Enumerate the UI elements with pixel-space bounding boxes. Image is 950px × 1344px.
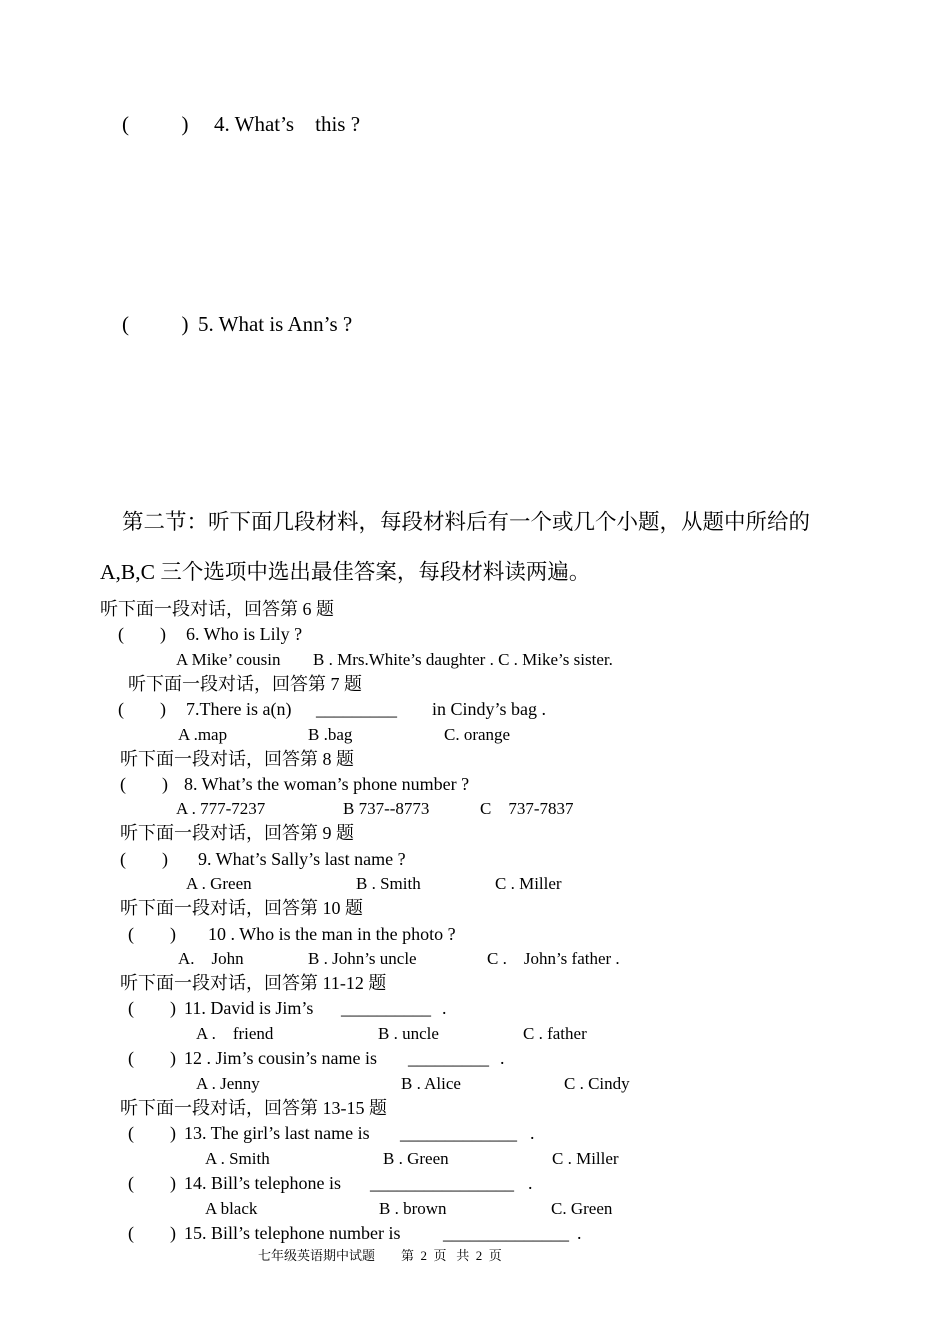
prompt-13-15: 听下面一段对话，回答第 13-15 题 [120,1098,387,1118]
q14-option-b: B . brown [379,1199,447,1218]
q13-option-a: A . Smith [205,1149,270,1168]
prompt-8: 听下面一段对话，回答第 8 题 [120,749,354,769]
q7-option-c: C. orange [444,725,511,744]
q4-question: 4. What’s this ? [214,112,361,136]
q13-option-c: C . Miller [552,1149,619,1168]
q13-option-b: B . Green [383,1149,449,1168]
q7-answer-blank: _________ [316,699,397,719]
q12-answer-blank: _________ [408,1048,489,1068]
q11-option-b: B . uncle [378,1024,439,1043]
q12-option-c: C . Cindy [564,1074,630,1093]
q15-answer-paren: ( ) [128,1223,176,1243]
q10-option-c: C . John’s father . [487,949,620,968]
q6-answer-paren: ( ) [118,624,166,644]
q8-question: 8. What’s the woman’s phone number ? [184,774,470,794]
q4-answer-paren: ( ) [122,112,189,136]
q15-question: 15. Bill’s telephone number is [184,1223,401,1243]
prompt-10: 听下面一段对话，回答第 10 题 [120,898,363,918]
section2-instruction-line1: 第二节：听下面几段材料，每段材料后有一个或几个小题，从题中所给的 [122,510,811,534]
q7-option-a: A .map [178,725,228,744]
q6-option-b: B . Mrs.White’s daughter . C . Mike’s sister. [313,650,613,669]
q5-answer-paren: ( ) [122,312,189,336]
q9-option-b: B . Smith [356,874,421,893]
q13-answer-paren: ( ) [128,1123,176,1143]
q8-option-a: A . 777-7237 [176,799,266,818]
q7-option-b: B .bag [308,725,353,744]
q9-question: 9. What’s Sally’s last name ? [198,849,406,869]
q9-option-c: C . Miller [495,874,562,893]
prompt-9: 听下面一段对话，回答第 9 题 [120,823,354,843]
q12-question-tail: . [500,1048,505,1068]
q14-option-c: C. Green [551,1199,613,1218]
q10-option-a: A. John [178,949,244,968]
q15-answer-blank: ______________ [443,1223,569,1243]
q11-question-tail: . [442,998,447,1018]
q11-answer-blank: __________ [341,998,431,1018]
q7-question-tail: in Cindy’s bag . [432,699,547,719]
q7-answer-paren: ( ) [118,699,166,719]
prompt-7: 听下面一段对话，回答第 7 题 [128,674,362,694]
q5-question: 5. What is Ann’s ? [198,312,353,336]
q11-option-a: A . friend [196,1024,274,1043]
q8-option-c: C 737-7837 [480,799,574,818]
page-footer: 七年级英语期中试题 第 2 页 共 2 页 [258,1248,502,1263]
q11-answer-paren: ( ) [128,998,176,1018]
q14-answer-blank: ________________ [370,1173,514,1193]
q13-question-tail: . [530,1123,535,1143]
q13-answer-blank: _____________ [400,1123,517,1143]
q6-question: 6. Who is Lily ? [186,624,303,644]
q7-question: 7.There is a(n) [186,699,292,719]
q14-option-a: A black [205,1199,258,1218]
q12-option-a: A . Jenny [196,1074,260,1093]
q11-option-c: C . father [523,1024,587,1043]
q14-answer-paren: ( ) [128,1173,176,1193]
q9-option-a: A . Green [186,874,252,893]
q12-option-b: B . Alice [401,1074,461,1093]
q11-question: 11. David is Jim’s [184,998,314,1018]
q15-question-tail: . [577,1223,582,1243]
q14-question-tail: . [528,1173,533,1193]
q6-option-a: A Mike’ cousin [176,650,281,669]
prompt-11-12: 听下面一段对话，回答第 11-12 题 [120,973,387,993]
q8-option-b: B 737--8773 [343,799,430,818]
q10-option-b: B . John’s uncle [308,949,417,968]
q10-question: 10 . Who is the man in the photo ? [208,924,456,944]
q13-question: 13. The girl’s last name is [184,1123,370,1143]
q12-question: 12 . Jim’s cousin’s name is [184,1048,377,1068]
section2-instruction-line2: A,B,C 三个选项中选出最佳答案，每段材料读两遍。 [100,560,591,584]
q8-answer-paren: ( ) [120,774,168,794]
prompt-6: 听下面一段对话，回答第 6 题 [100,599,334,619]
q14-question: 14. Bill’s telephone is [184,1173,341,1193]
q10-answer-paren: ( ) [128,924,176,944]
q9-answer-paren: ( ) [120,849,168,869]
q12-answer-paren: ( ) [128,1048,176,1068]
